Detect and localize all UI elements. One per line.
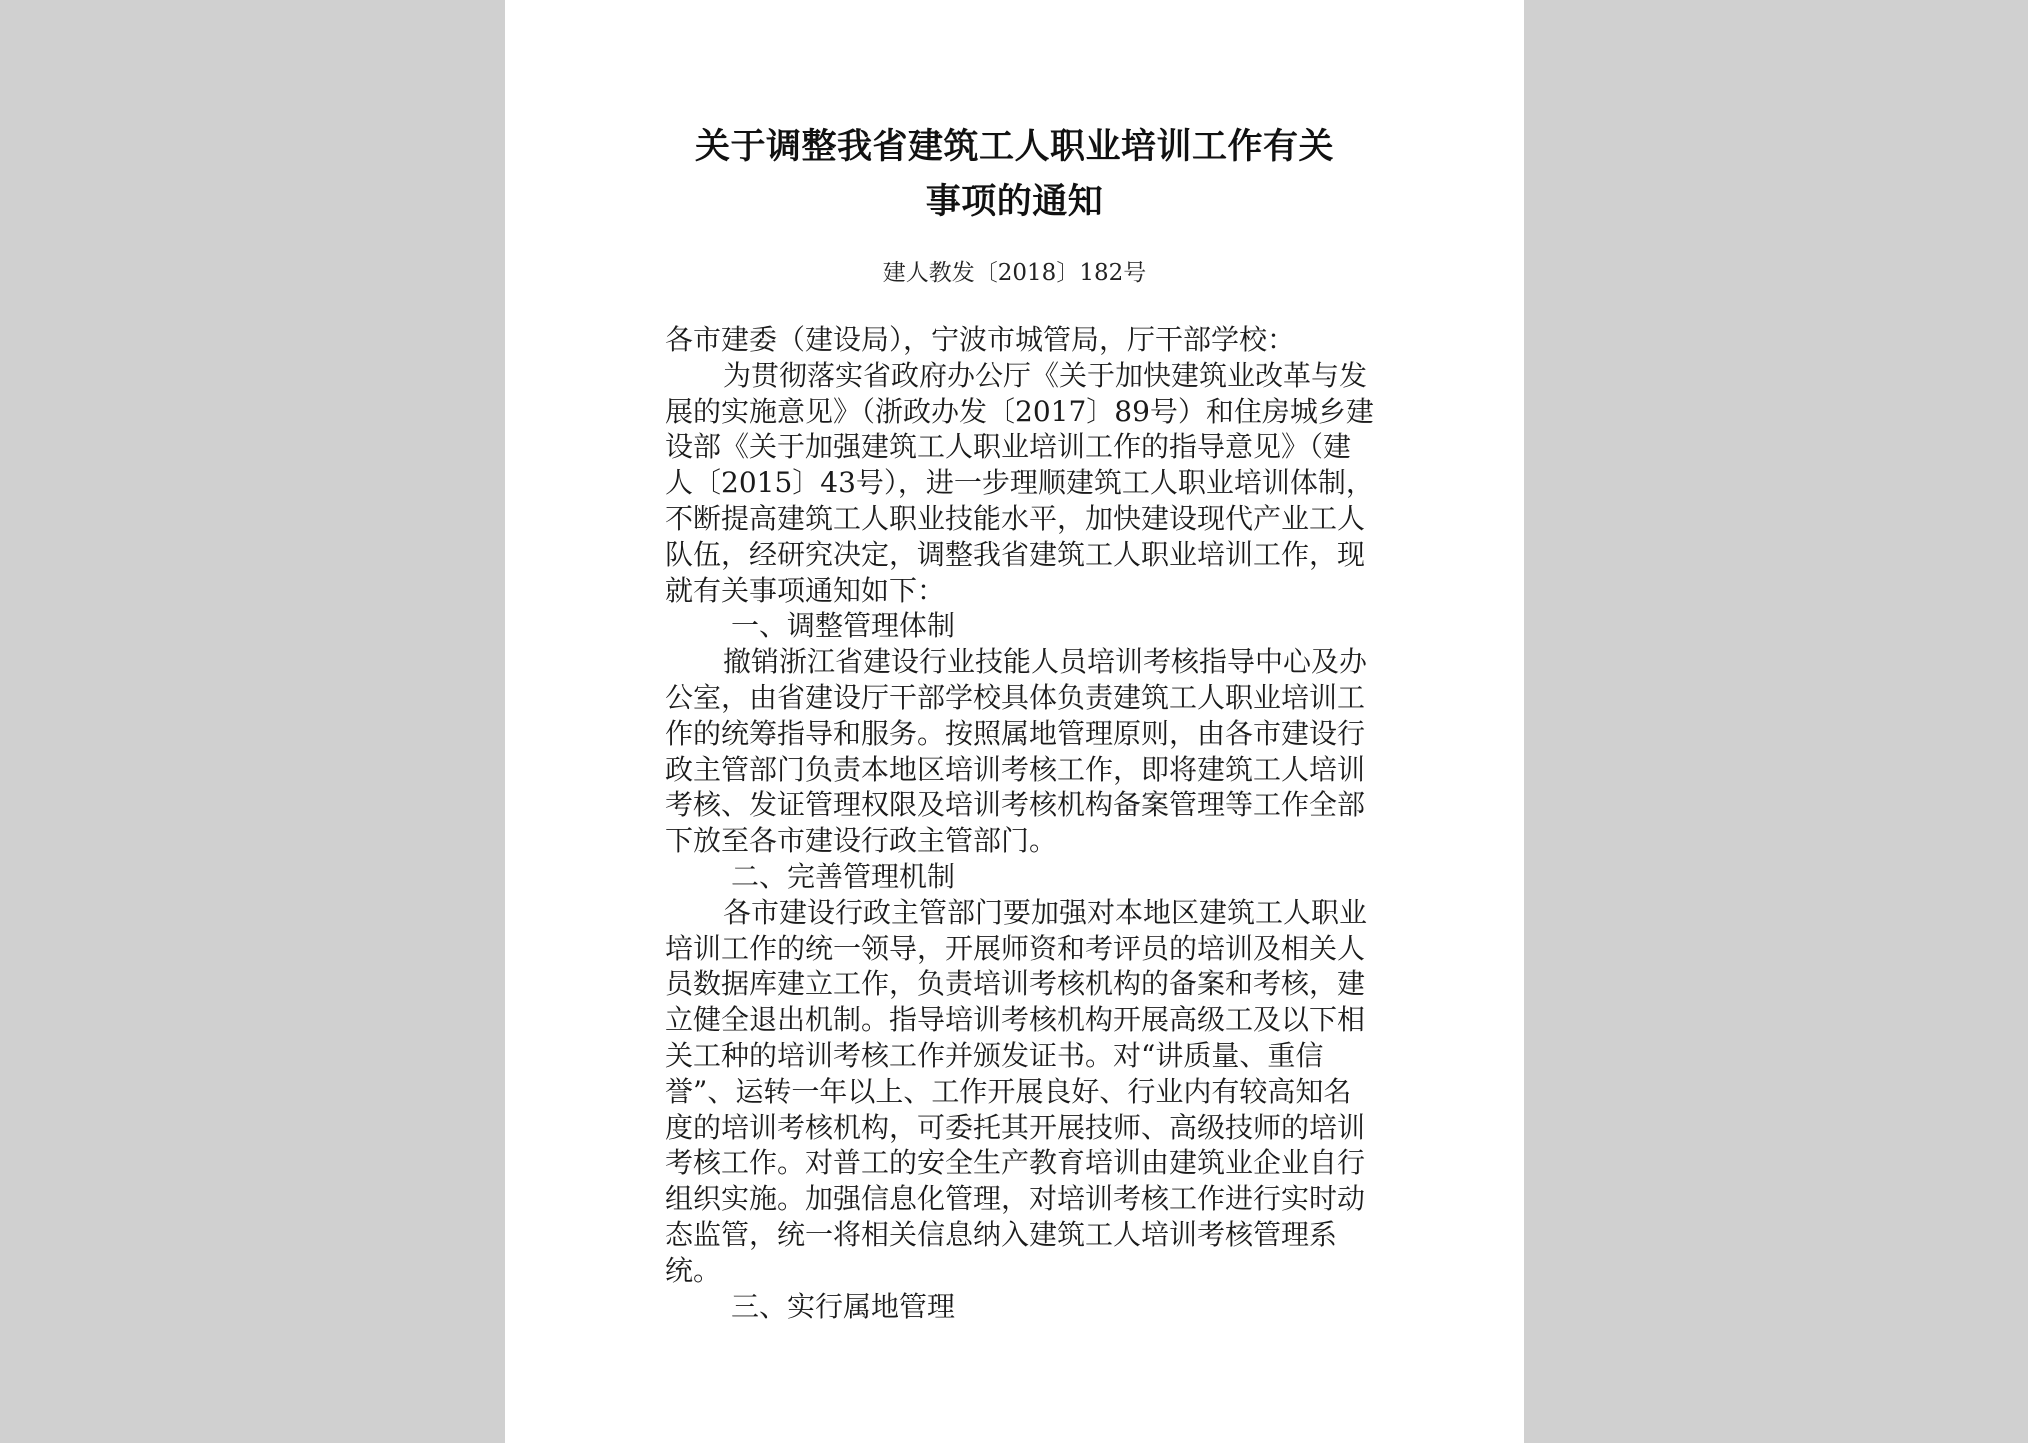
body-text-line: 公室，由省建设厅干部学校具体负责建筑工人职业培训工 bbox=[665, 680, 1366, 714]
body-text-line: 为贯彻落实省政府办公厅《关于加快建筑业改革与发 bbox=[723, 358, 1368, 392]
body-text-line: 统。 bbox=[665, 1253, 722, 1287]
document-title bbox=[505, 120, 1524, 230]
body-text-line: 队伍，经研究决定，调整我省建筑工人职业培训工作，现 bbox=[665, 537, 1366, 571]
body-text-line: 考核工作。对普工的安全生产教育培训由建筑业企业自行 bbox=[665, 1146, 1366, 1180]
body-text-line: 撤销浙江省建设行业技能人员培训考核指导中心及办 bbox=[723, 645, 1368, 679]
body-text-line: 政主管部门负责本地区培训考核工作，即将建筑工人培训 bbox=[665, 752, 1366, 786]
body-text-line: 考核、发证管理权限及培训考核机构备案管理等工作全部 bbox=[665, 788, 1366, 822]
section-heading: 三、实行属地管理 bbox=[731, 1289, 956, 1323]
body-text-line: 关工种的培训考核工作并颁发证书。对“讲质量、重信 bbox=[665, 1038, 1324, 1072]
body-text-line: 度的培训考核机构，可委托其开展技师、高级技师的培训 bbox=[665, 1110, 1366, 1144]
document-body bbox=[665, 322, 1374, 1324]
body-text-line: 不断提高建筑工人职业技能水平，加快建设现代产业工人 bbox=[665, 501, 1366, 535]
body-text-line: 各市建设行政主管部门要加强对本地区建筑工人职业 bbox=[723, 895, 1368, 929]
body-text-line: 设部《关于加强建筑工人职业培训工作的指导意见》（建 bbox=[665, 430, 1352, 464]
body-text-line: 员数据库建立工作，负责培训考核机构的备案和考核，建 bbox=[665, 967, 1366, 1001]
body-text-line: 立健全退出机制。指导培训考核机构开展高级工及以下相 bbox=[665, 1003, 1366, 1037]
body-text-line: 态监管，统一将相关信息纳入建筑工人培训考核管理系 bbox=[665, 1217, 1338, 1251]
body-text-line: 各市建委（建设局），宁波市城管局，厅干部学校： bbox=[665, 323, 1296, 356]
body-text-line: 人〔2015〕43号），进一步理顺建筑工人职业培训体制， bbox=[665, 466, 1374, 500]
document-page bbox=[505, 0, 1524, 1443]
document-number: 建人教发〔2018〕182号 bbox=[882, 260, 1147, 286]
body-text-line: 誉”、运转一年以上、工作开展良好、行业内有较高知名 bbox=[665, 1074, 1352, 1108]
body-text-line: 组织实施。加强信息化管理，对培训考核工作进行实时动 bbox=[665, 1182, 1366, 1216]
title-line-2: 事项的通知 bbox=[925, 182, 1104, 222]
body-text-line: 就有关事项通知如下： bbox=[665, 573, 946, 607]
section-heading: 一、调整管理体制 bbox=[731, 609, 956, 643]
body-text-line: 下放至各市建设行政主管部门。 bbox=[665, 824, 1058, 858]
section-heading: 二、完善管理机制 bbox=[731, 859, 956, 893]
title-line-1: 关于调整我省建筑工人职业培训工作有关 bbox=[694, 127, 1334, 167]
body-text-line: 展的实施意见》（浙政办发〔2017〕89号）和住房城乡建 bbox=[665, 394, 1374, 428]
body-text-line: 作的统筹指导和服务。按照属地管理原则，由各市建设行 bbox=[665, 716, 1366, 750]
body-text-line: 培训工作的统一领导，开展师资和考评员的培训及相关人 bbox=[665, 931, 1366, 965]
